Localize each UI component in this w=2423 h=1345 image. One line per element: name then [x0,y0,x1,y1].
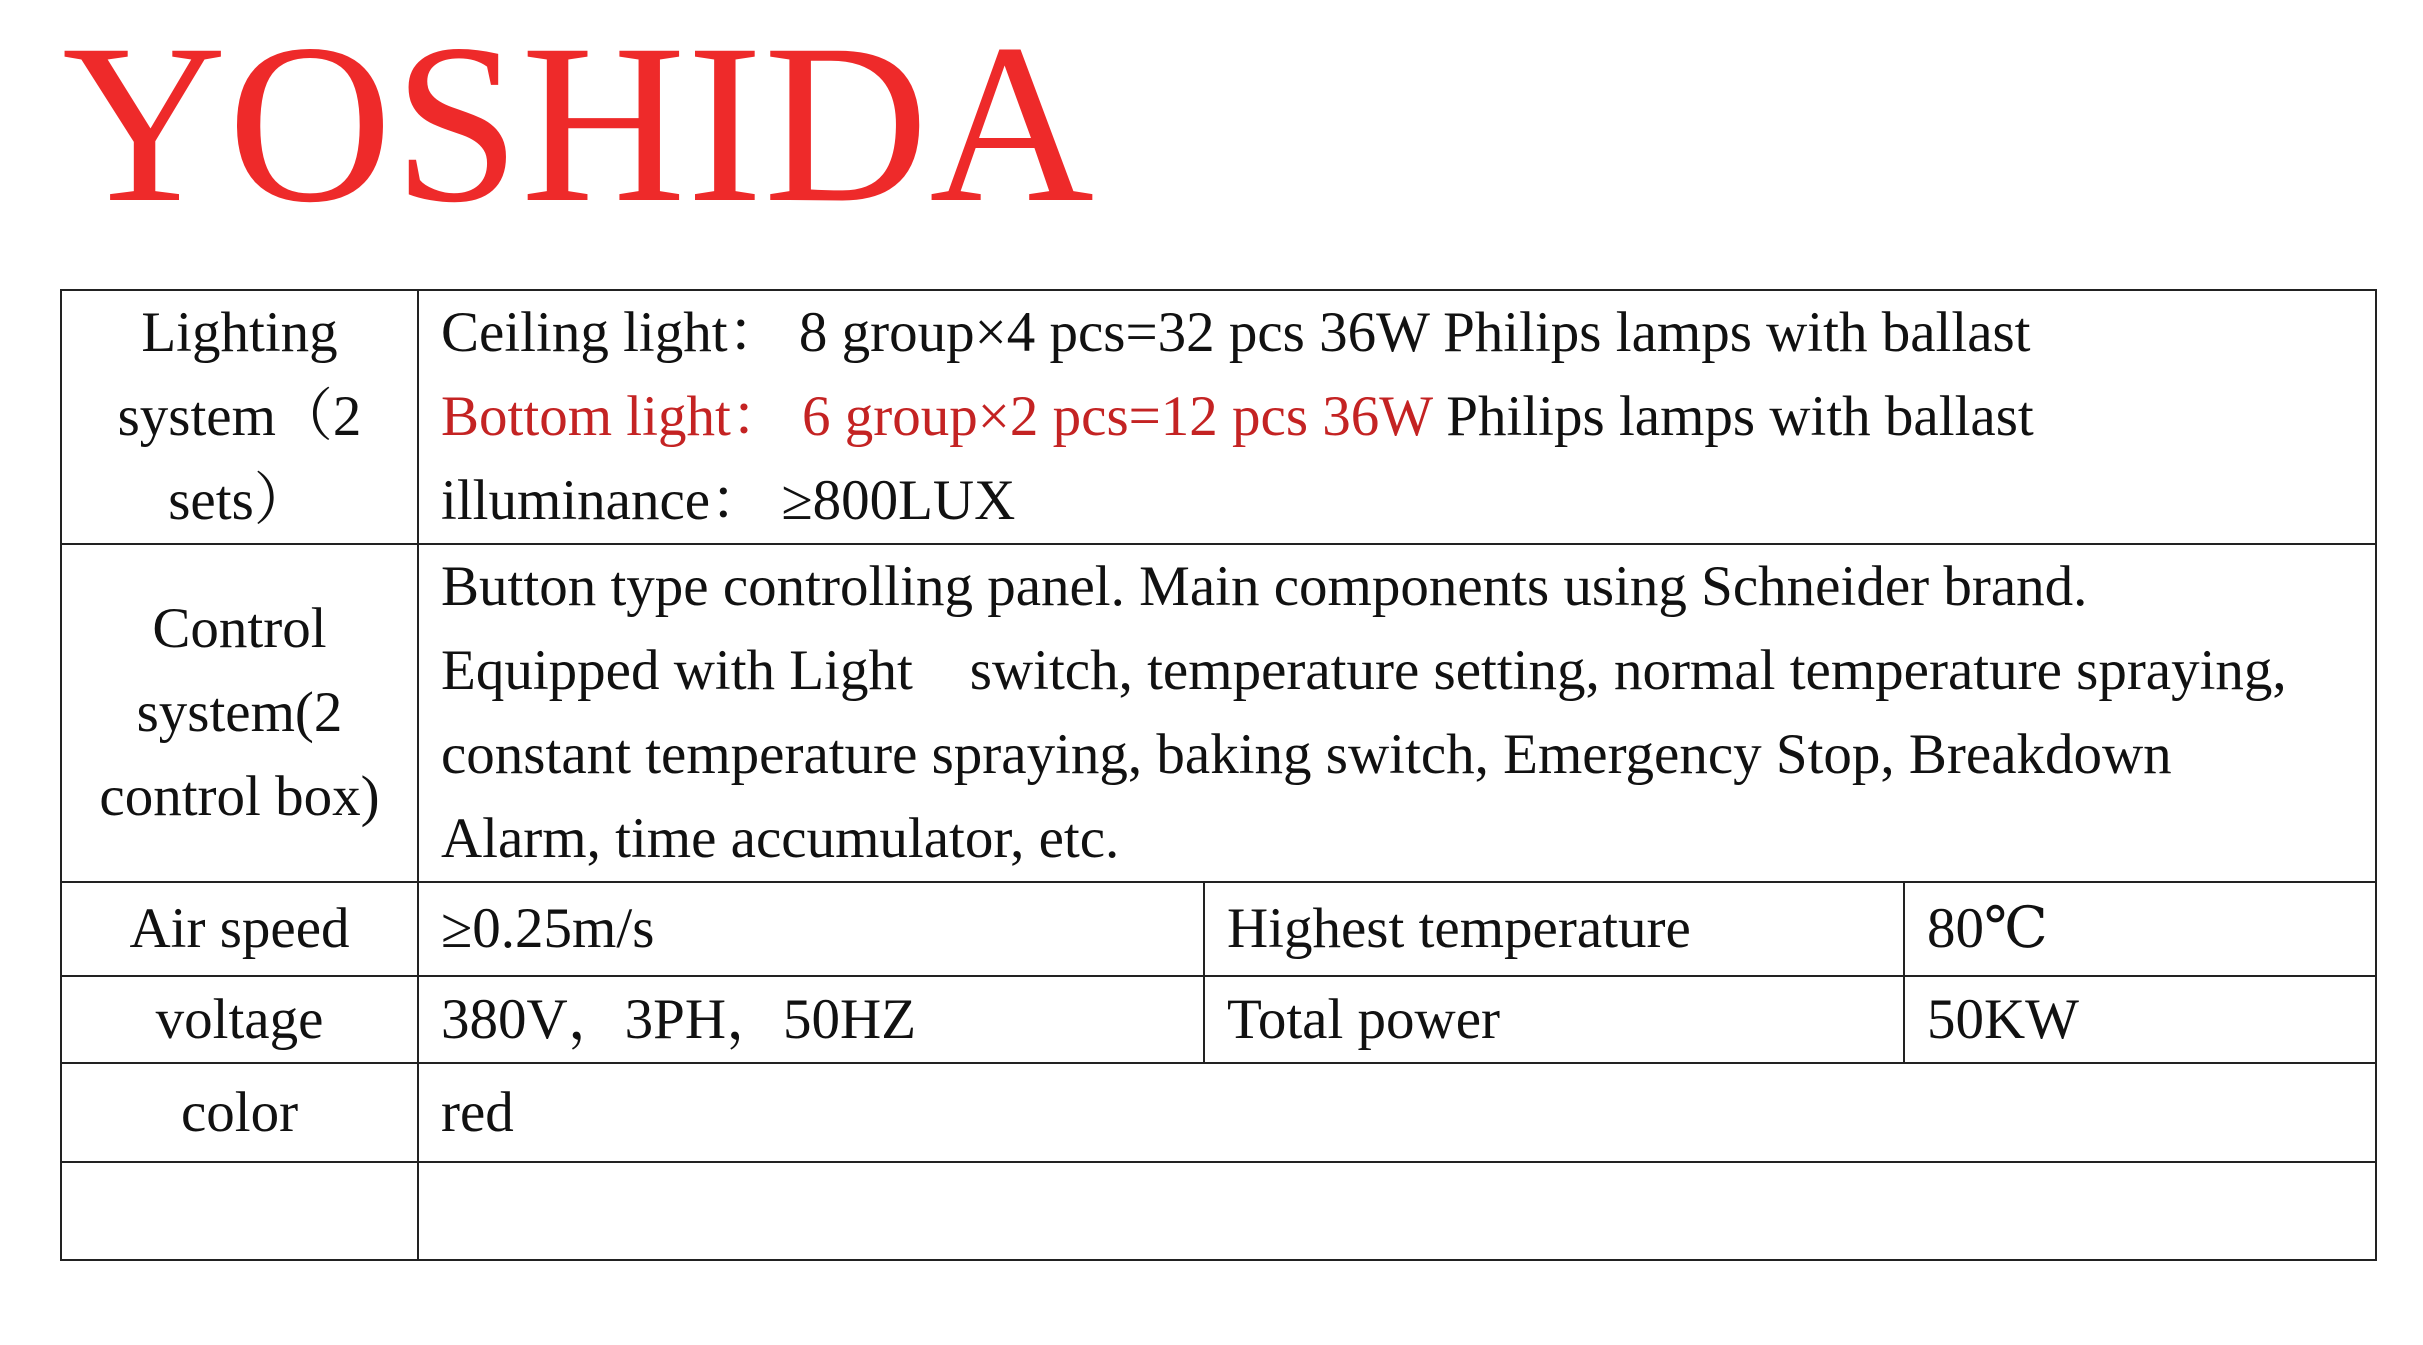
voltage-label: voltage [61,976,418,1063]
highest-temperature-label: Highest temperature [1204,882,1904,976]
bottom-light-rest: Philips lamps with ballast [1432,385,2034,448]
table-row-air-speed [61,882,2376,976]
lighting-label-line-2: system（2 [117,385,362,448]
control-label-line-1: Control [152,597,327,660]
control-label-line-3: control box) [99,765,380,828]
total-power-value: 50KW [1904,976,2376,1063]
bottom-light-text [441,375,2353,459]
table-row-empty [61,1162,2376,1260]
table-row-lighting [61,290,2376,544]
table-row-color [61,1063,2376,1162]
illuminance-text: illuminance： ≥800LUX [441,469,1016,532]
color-value: red [418,1063,2376,1162]
lighting-label-line-3: sets） [168,469,311,532]
lighting-value-cell [418,290,2376,544]
control-label-line-2: system(2 [136,681,343,744]
control-line-2: Equipped with Light switch, temperature setting, normal temperature spraying, [441,639,2287,702]
control-label-cell [61,544,418,882]
lighting-label-cell [61,290,418,544]
empty-value-cell [418,1162,2376,1260]
ceiling-light-text: Ceiling light： 8 group×4 pcs=32 pcs 36W Philips lamps with ballast [441,301,2031,364]
control-line-1: Button type controlling panel. Main components using Schneider brand. [441,555,2088,618]
air-speed-label: Air speed [61,882,418,976]
table-row-voltage [61,976,2376,1063]
voltage-value: 380V，3PH，50HZ [418,976,1204,1063]
control-line-3: constant temperature spraying, baking switch, Emergency Stop, Breakdown [441,723,2172,786]
control-line-4: Alarm, time accumulator, etc. [441,807,1120,870]
air-speed-value: ≥0.25m/s [418,882,1204,976]
table-row-control [61,544,2376,882]
empty-label-cell [61,1162,418,1260]
control-value-cell [418,544,2376,882]
total-power-label: Total power [1204,976,1904,1063]
brand-logo: YOSHIDA [62,0,1095,250]
color-label: color [61,1063,418,1162]
spec-table [60,289,2377,1261]
bottom-light-highlight: Bottom light： 6 group×2 pcs=12 pcs 36W [441,385,1433,448]
lighting-label-line-1: Lighting [141,301,338,364]
highest-temperature-value: 80℃ [1904,882,2376,976]
